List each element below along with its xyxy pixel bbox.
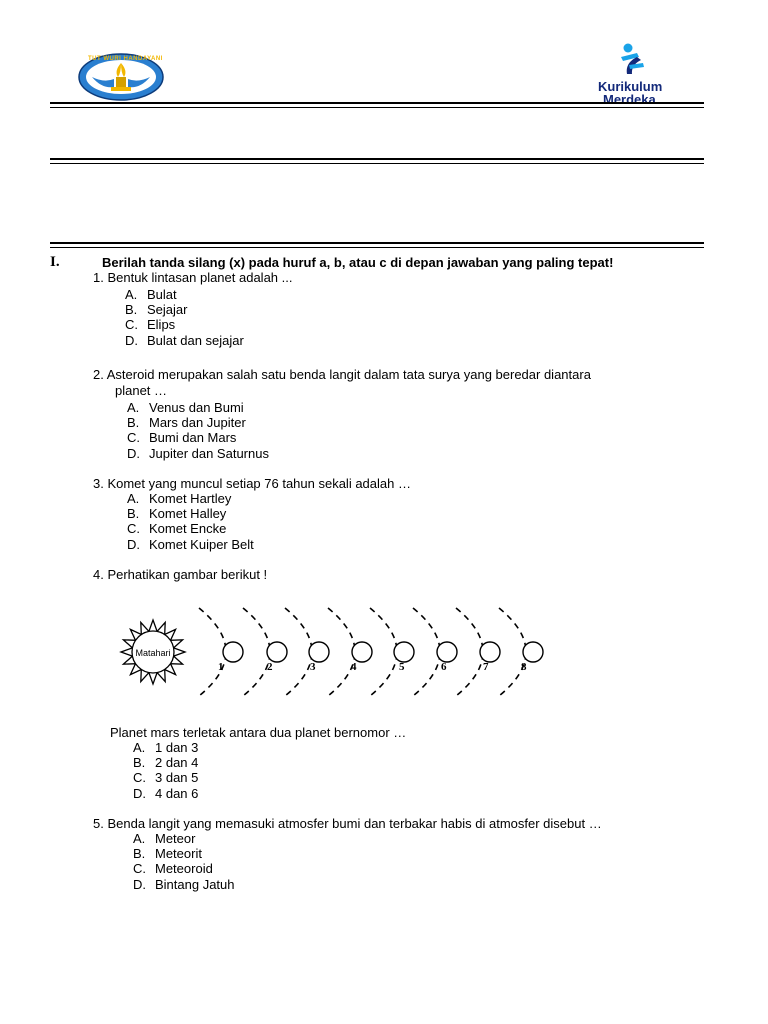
question-4-prompt: Planet mars terletak antara dua planet bernomor … [110, 725, 407, 740]
question-5: 5. Benda langit yang memasuki atmosfer bumi dan terbakar habis di atmosfer disebut … [93, 816, 602, 831]
option-4b[interactable]: B. 2 dan 4 [133, 755, 199, 771]
option-3c[interactable]: C. Komet Encke [127, 521, 227, 537]
option-2a[interactable]: A. Venus dan Bumi [127, 400, 244, 415]
option-3a[interactable]: A. Komet Hartley [127, 491, 232, 506]
option-1a[interactable]: A. Bulat [125, 287, 177, 302]
planet-2 [267, 642, 287, 662]
planet-number-8: 8 [521, 661, 527, 673]
merdeka-text: Merdeka [603, 92, 656, 107]
header-rule-2-thick [50, 158, 704, 160]
planet-5 [394, 642, 414, 662]
question-1-options [125, 287, 244, 348]
section-number: I. [50, 254, 60, 270]
planet-3 [309, 642, 329, 662]
question-4: 4. Perhatikan gambar berikut ! [93, 567, 268, 582]
kurikulum-text: Kurikulum [598, 79, 663, 94]
question-3-options [127, 491, 254, 552]
header-rule-1-thin [50, 107, 704, 108]
planet-number-1: 1 [218, 661, 224, 673]
orbit-path-3 [285, 608, 312, 696]
planet-number-7: 7 [483, 661, 489, 673]
planet-6 [437, 642, 457, 662]
option-5a[interactable]: A. Meteor [133, 831, 196, 846]
question-2-cont: planet … [115, 383, 168, 398]
planet-number-4: 4 [351, 661, 357, 673]
option-4a[interactable]: A. 1 dan 3 [133, 740, 199, 755]
planet-4 [352, 642, 372, 662]
orbit-path-1 [199, 608, 226, 696]
planet-number-2: 2 [267, 661, 273, 673]
solar-system-figure [113, 582, 557, 722]
option-3d[interactable]: D. Komet Kuiper Belt [127, 536, 254, 552]
sun-label: Matahari [135, 648, 171, 658]
option-1b[interactable]: B. Sejajar [125, 302, 188, 318]
option-4d[interactable]: D. 4 dan 6 [133, 785, 199, 801]
question-1: 1. Bentuk lintasan planet adalah ... [93, 270, 293, 285]
header-rule-2-thin [50, 163, 704, 164]
planet-number-5: 5 [399, 661, 405, 673]
option-1c[interactable]: C. Elips [125, 317, 176, 333]
section-instruction: Berilah tanda silang (x) pada huruf a, b, atau c di depan jawaban yang paling tepat! [102, 255, 614, 270]
question-3: 3. Komet yang muncul setiap 76 tahun sekali adalah … [93, 476, 411, 491]
option-2b[interactable]: B. Mars dan Jupiter [127, 415, 246, 431]
orbit-path-4 [328, 608, 355, 696]
planet-number-3: 3 [310, 661, 316, 673]
option-5b[interactable]: B. Meteorit [133, 846, 202, 862]
option-3b[interactable]: B. Komet Halley [127, 506, 227, 522]
logo-motto-text: TUT WURI HANDAYANI [88, 56, 163, 62]
question-5-options [133, 831, 235, 892]
question-4-options [133, 740, 198, 801]
option-2d[interactable]: D. Jupiter dan Saturnus [127, 445, 269, 461]
kurikulum-merdeka-icon [617, 43, 651, 77]
header-rule-1-thick [50, 102, 704, 104]
orbit-path-7 [456, 608, 483, 696]
option-2c[interactable]: C. Bumi dan Mars [127, 430, 237, 446]
orbit-path-5 [370, 608, 397, 696]
planet-1 [223, 642, 243, 662]
header-rule-3-thick [50, 242, 704, 244]
option-4c[interactable]: C. 3 dan 5 [133, 770, 199, 786]
question-2: 2. Asteroid merupakan salah satu benda langit dalam tata surya yang beredar diantara [93, 367, 591, 382]
orbit-path-8 [499, 608, 526, 696]
question-2-options [127, 400, 269, 461]
header-rule-3-thin [50, 247, 704, 248]
option-5c[interactable]: C. Meteoroid [133, 861, 213, 877]
planet-7 [480, 642, 500, 662]
orbit-path-2 [243, 608, 270, 696]
planet-number-6: 6 [441, 661, 447, 673]
option-1d[interactable]: D. Bulat dan sejajar [125, 332, 244, 348]
planet-8 [523, 642, 543, 662]
orbit-path-6 [413, 608, 440, 696]
option-5d[interactable]: D. Bintang Jatuh [133, 876, 235, 892]
